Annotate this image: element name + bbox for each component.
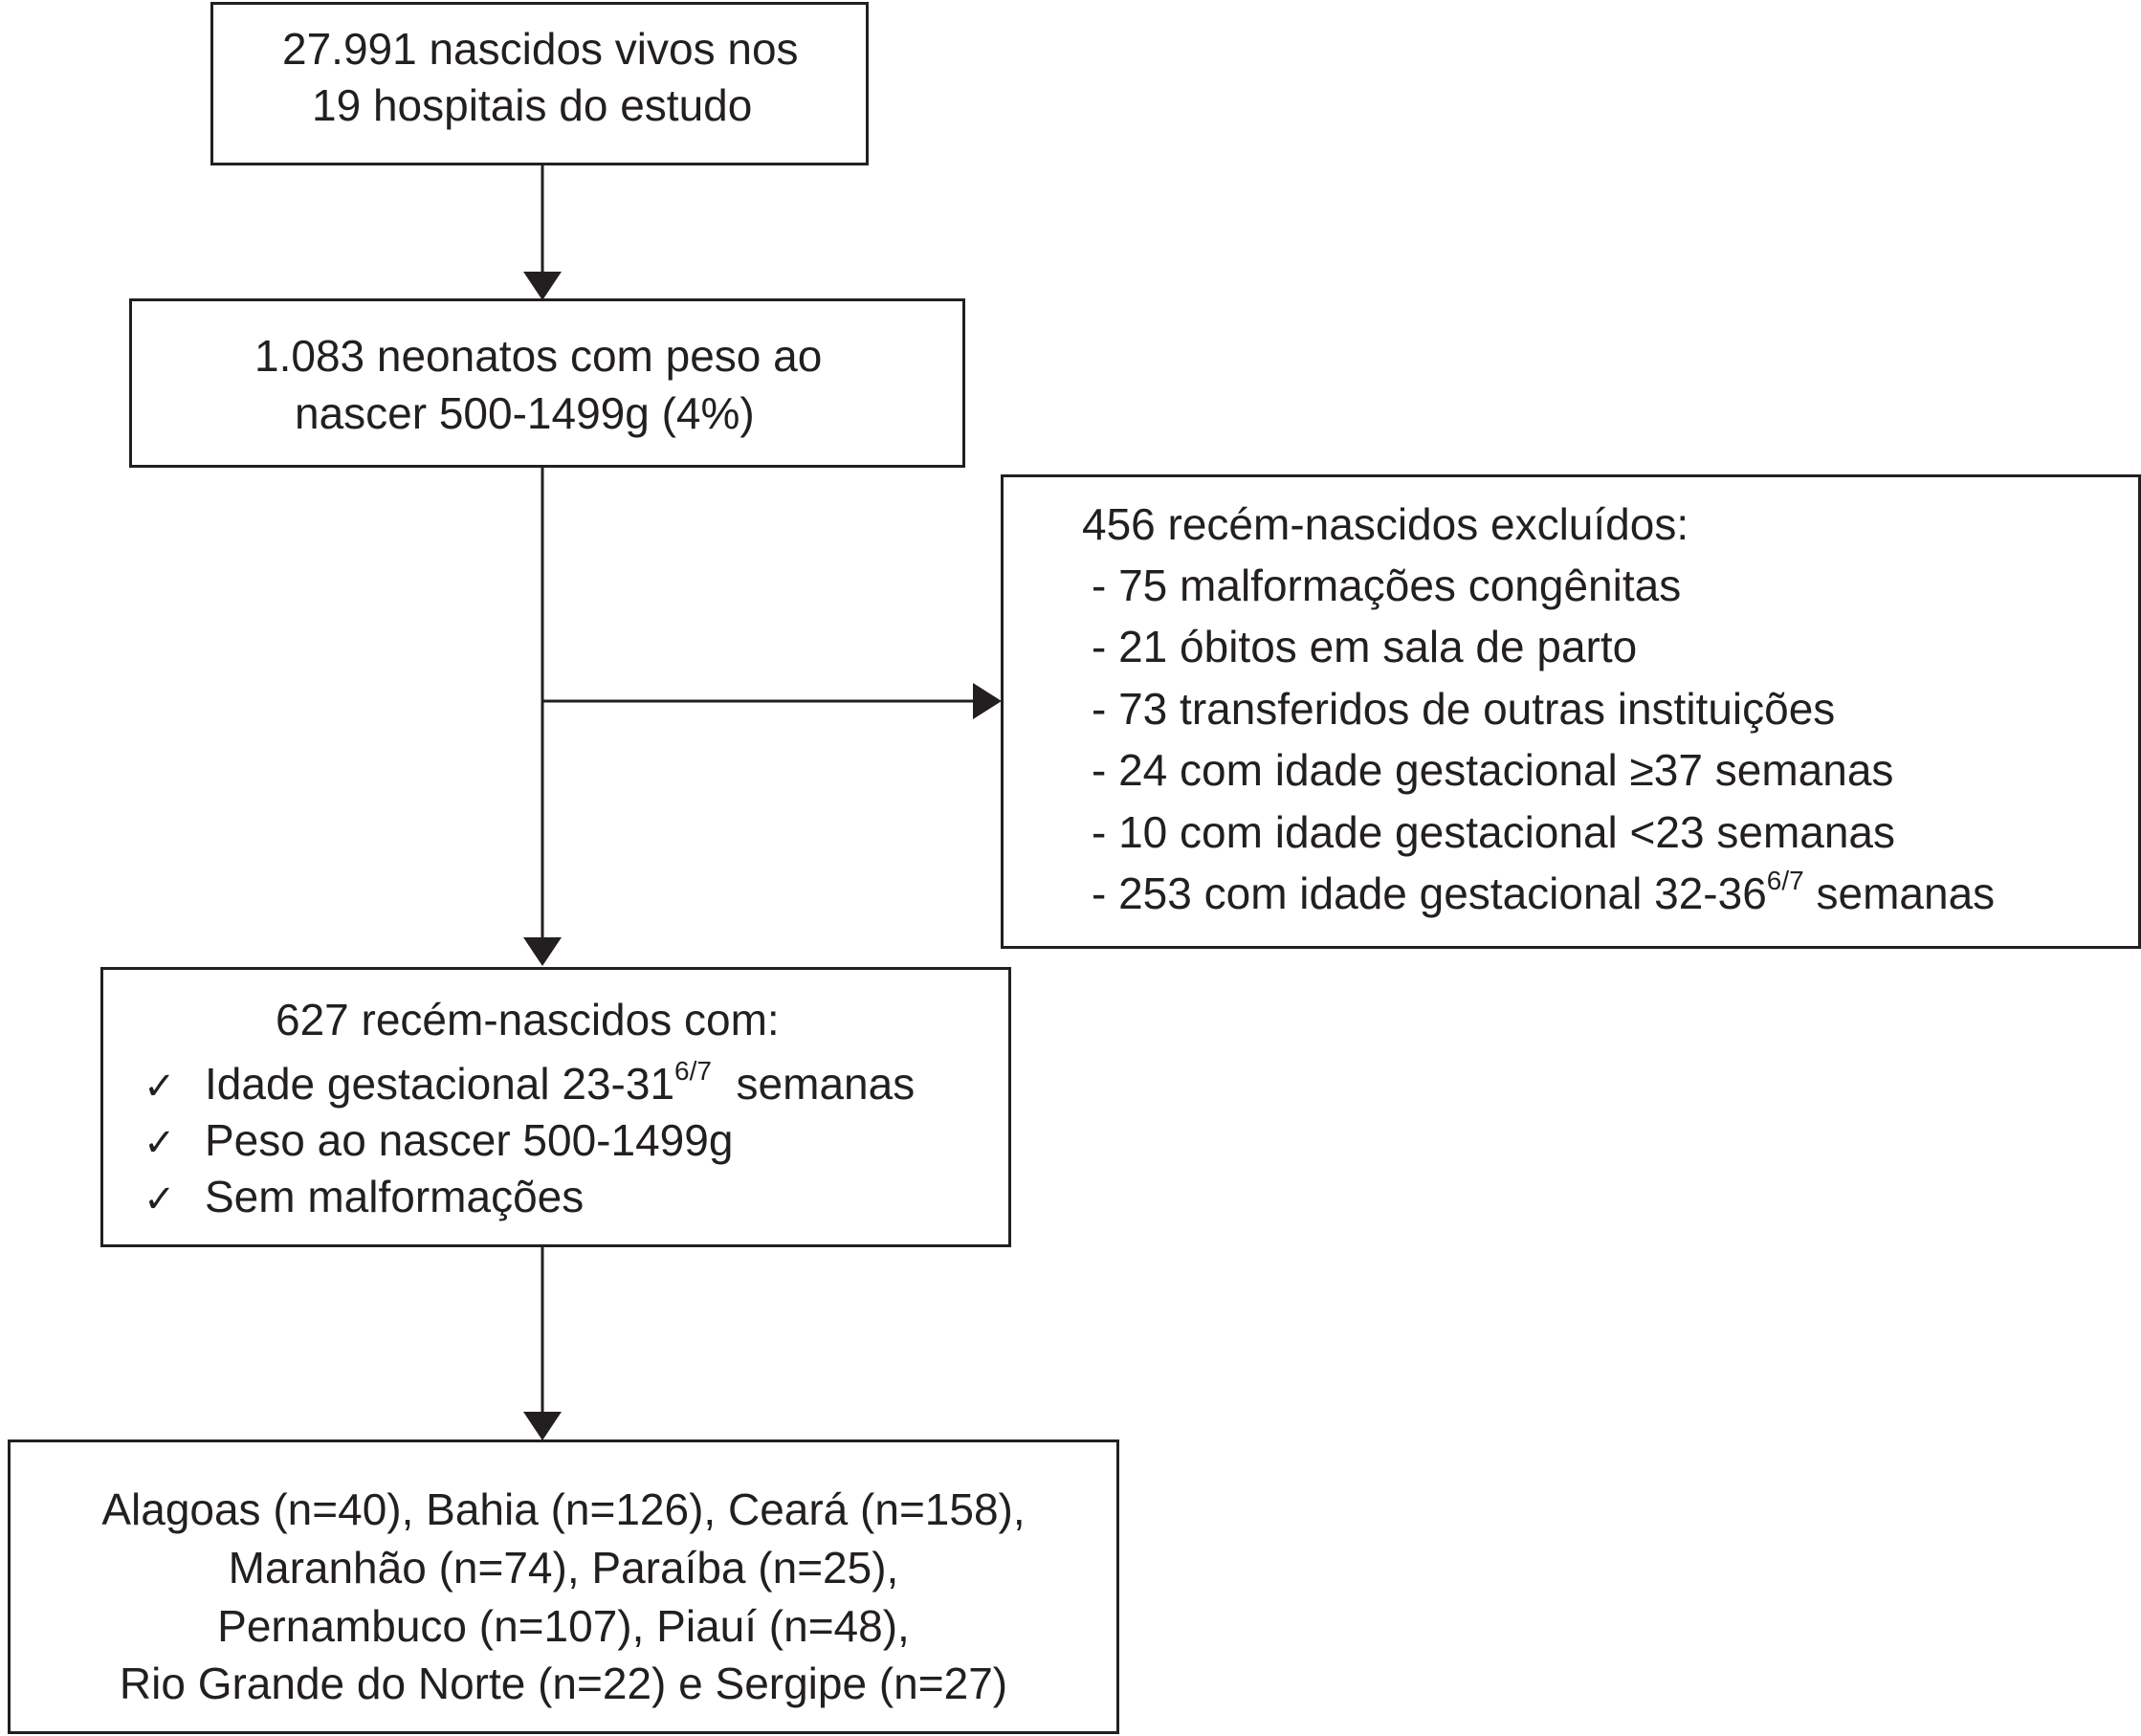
exclusion-item: - 21 óbitos em sala de parto bbox=[1092, 622, 1638, 671]
arrowhead-down-2 bbox=[523, 937, 562, 966]
states-line-2: Maranhão (n=74), Paraíba (n=25), bbox=[228, 1543, 899, 1593]
live-births-line-2: 19 hospitais do estudo bbox=[312, 80, 753, 130]
states-distribution-box bbox=[8, 1439, 1119, 1734]
criterion-no-malformations-text: Sem malformações bbox=[205, 1172, 585, 1221]
states-line-3: Pernambuco (n=107), Piauí (n=48), bbox=[217, 1601, 910, 1651]
arrowhead-right bbox=[973, 683, 1002, 719]
exclusion-item-last-prefix: - 253 com idade gestacional 32-36 bbox=[1092, 868, 1767, 918]
neonates-line-2: nascer 500-1499g (4%) bbox=[295, 388, 755, 438]
check-icon: ✓ bbox=[143, 1066, 176, 1108]
neonates-line-1: 1.083 neonatos com peso ao bbox=[254, 331, 823, 381]
arrowhead-down-3 bbox=[523, 1412, 562, 1440]
exclusion-item-last bbox=[1092, 866, 1996, 918]
exclusions-heading: 456 recém-nascidos excluídos: bbox=[1082, 499, 1689, 549]
exclusion-item: - 73 transferidos de outras instituições bbox=[1092, 684, 1836, 734]
criterion-no-malformations bbox=[143, 1172, 585, 1221]
criterion-gestational-age-suffix: semanas bbox=[711, 1059, 916, 1109]
exclusion-item: - 10 com idade gestacional <23 semanas bbox=[1092, 807, 1896, 857]
check-icon: ✓ bbox=[143, 1122, 176, 1164]
live-births-box bbox=[210, 2, 869, 165]
neonates-weight-box bbox=[129, 298, 965, 468]
live-births-line-1: 27.991 nascidos vivos nos bbox=[282, 24, 799, 74]
exclusion-item-last-suffix: semanas bbox=[1803, 868, 1996, 918]
included-heading: 627 recém-nascidos com: bbox=[276, 995, 780, 1044]
check-icon: ✓ bbox=[143, 1178, 176, 1220]
criterion-birth-weight bbox=[143, 1115, 734, 1165]
exclusion-item: - 24 com idade gestacional ≥37 semanas bbox=[1092, 745, 1894, 795]
exclusions-box bbox=[1001, 474, 2141, 949]
criterion-gestational-age-sup: 6/7 bbox=[674, 1056, 712, 1086]
criterion-gestational-age bbox=[143, 1056, 916, 1109]
states-line-1: Alagoas (n=40), Bahia (n=126), Ceará (n=158), bbox=[101, 1484, 1026, 1534]
states-line-4: Rio Grande do Norte (n=22) e Sergipe (n=27) bbox=[119, 1659, 1008, 1708]
included-newborns-box bbox=[100, 967, 1011, 1247]
exclusion-item-last-sup: 6/7 bbox=[1766, 866, 1804, 895]
exclusion-item: - 75 malformações congênitas bbox=[1092, 560, 1682, 610]
criterion-birth-weight-text: Peso ao nascer 500-1499g bbox=[205, 1115, 734, 1165]
arrowhead-down-1 bbox=[523, 272, 562, 300]
criterion-gestational-age-prefix: Idade gestacional 23-31 bbox=[205, 1059, 675, 1109]
